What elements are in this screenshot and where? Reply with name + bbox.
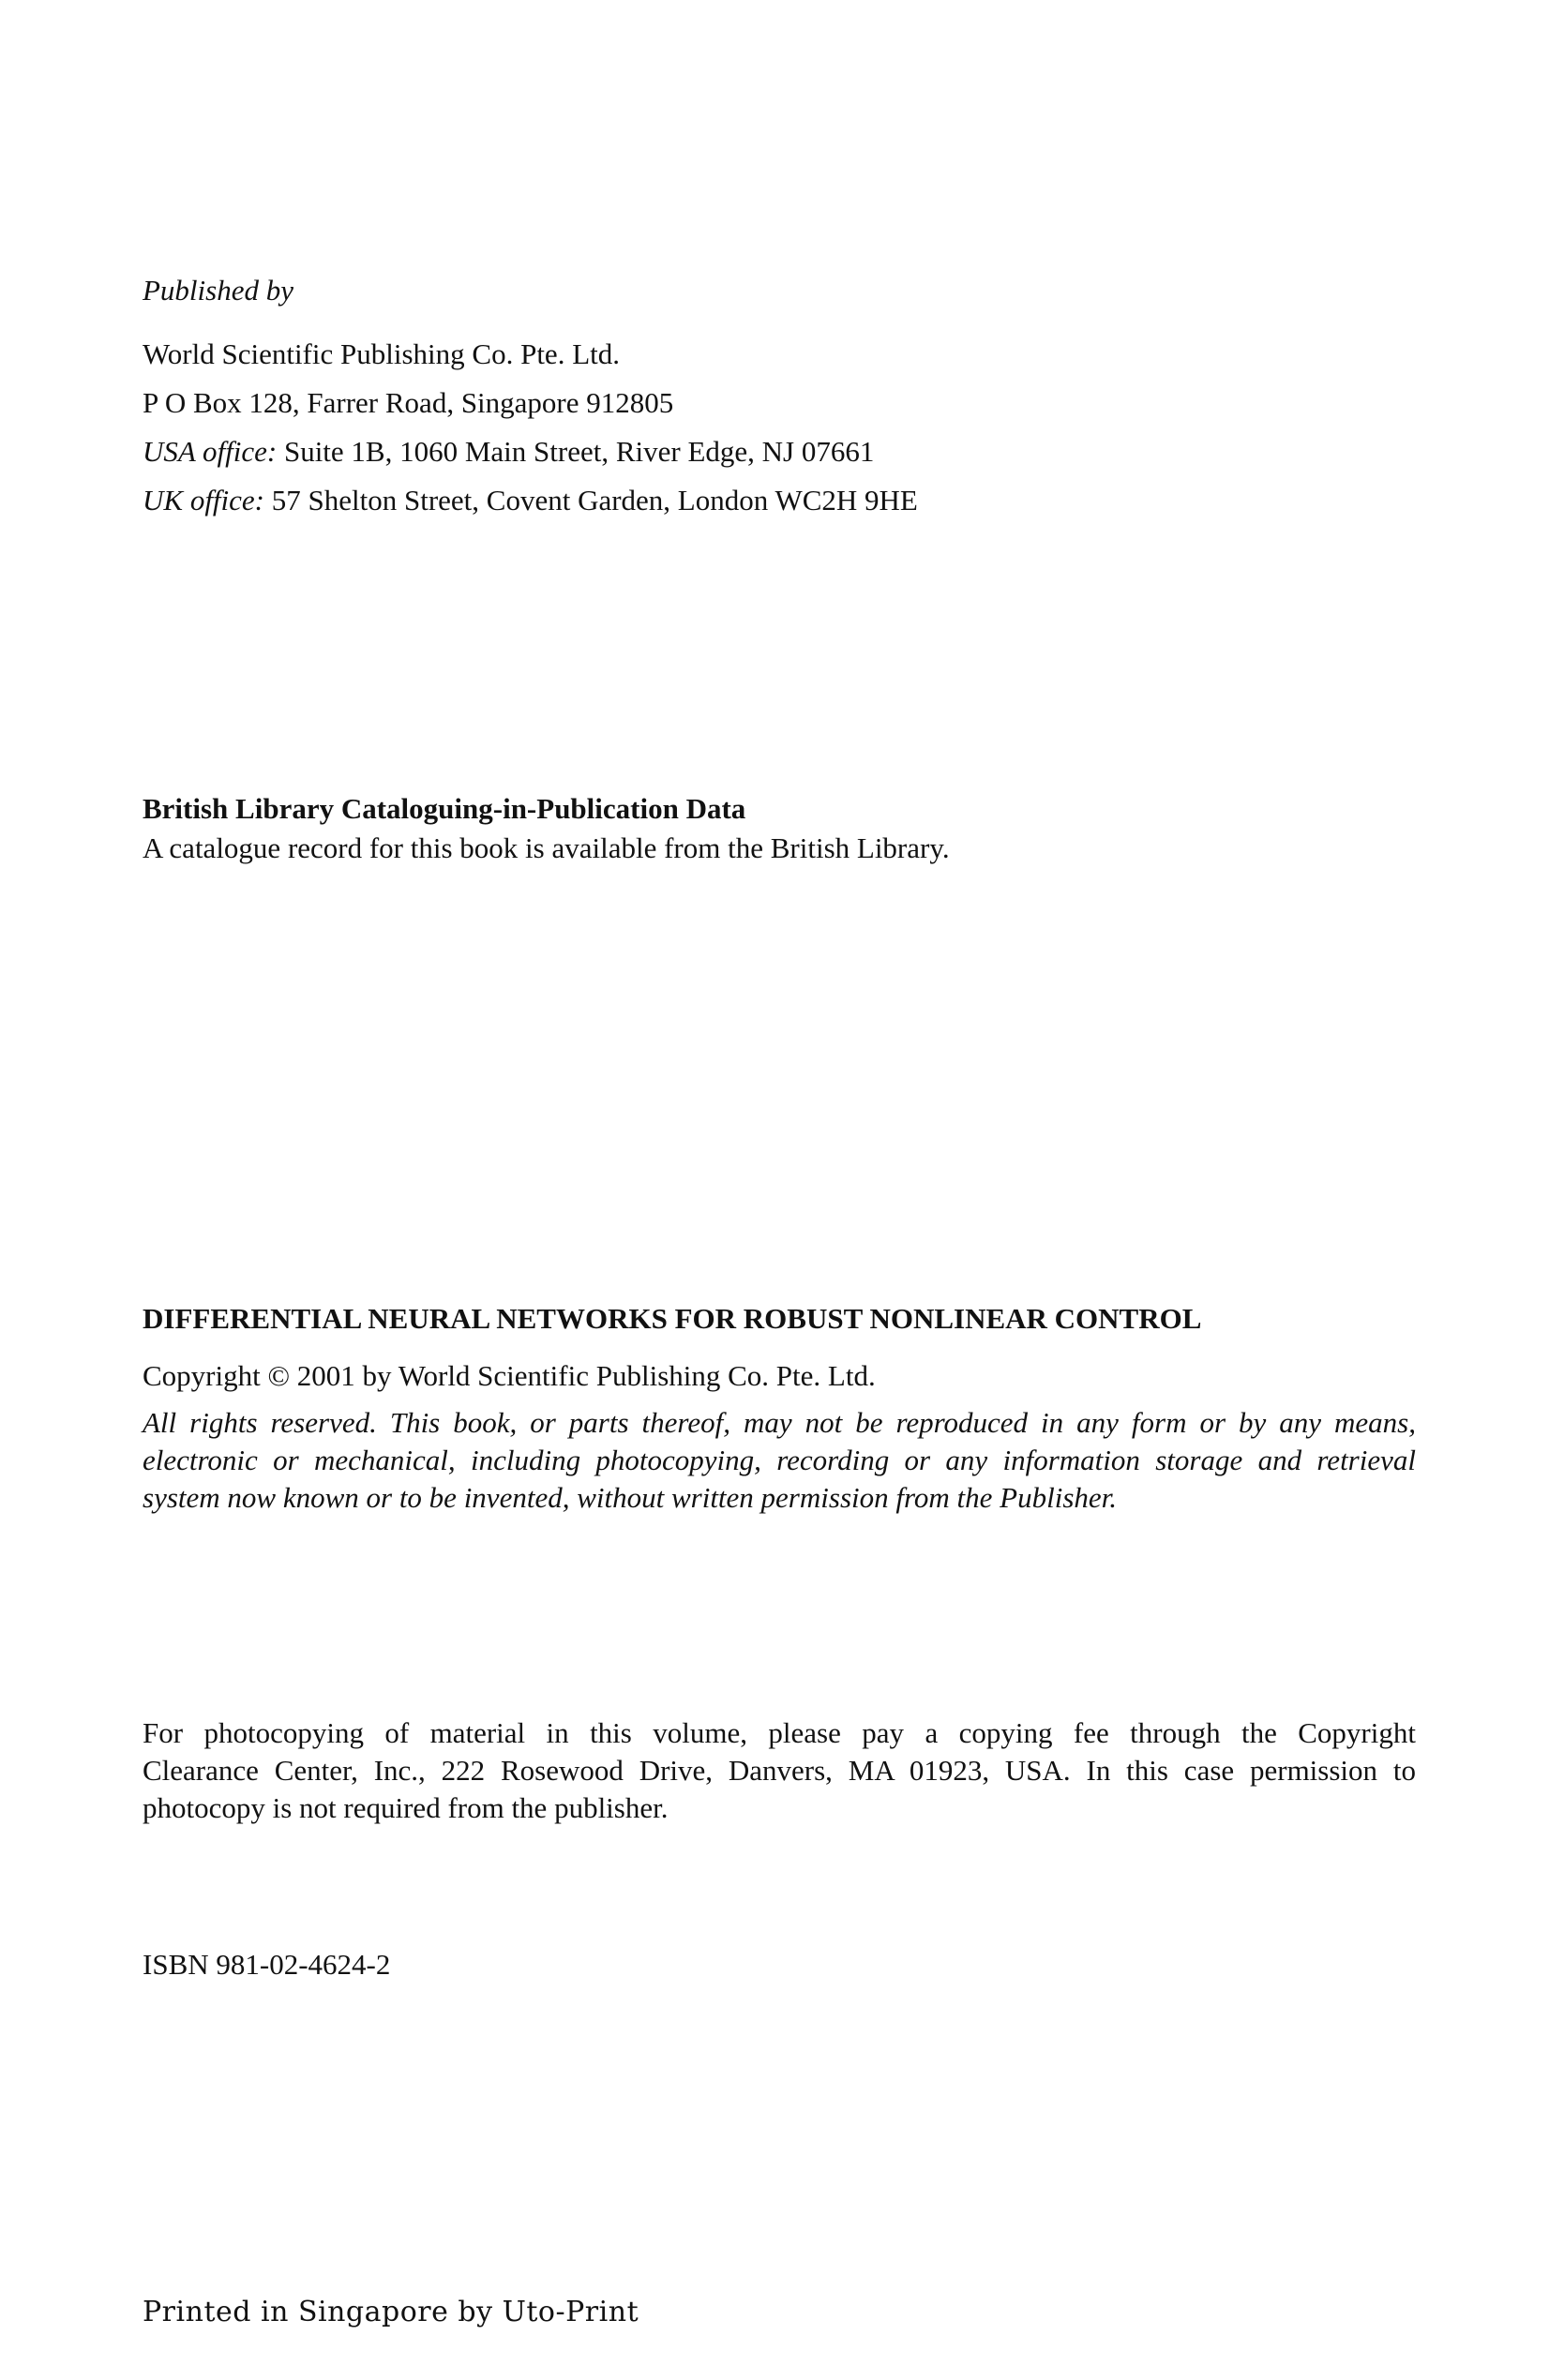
rights-line: system now known or to be invented, without written permission from the Publisher.: [143, 1481, 1118, 1514]
uk-office-address: 57 Shelton Street, Covent Garden, London WC2H 9HE: [271, 484, 918, 516]
photocopying-notice: [143, 1714, 1416, 1827]
uk-office: [143, 482, 918, 519]
book-title: DIFFERENTIAL NEURAL NETWORKS FOR ROBUST NONLINEAR CONTROL: [143, 1302, 1202, 1335]
publisher-address: P O Box 128, Farrer Road, Singapore 912805: [143, 386, 674, 419]
printer-line: Printed in Singapore by Uto-Print: [143, 2296, 639, 2328]
photocopying-line: For photocopying of material in this volume, please pay a copying fee through the Copyright: [143, 1716, 1416, 1749]
rights-statement: [143, 1404, 1416, 1517]
photocopying-line: photocopy is not required from the publisher.: [143, 1791, 669, 1824]
usa-office-label: USA office:: [143, 435, 278, 468]
uk-office-label: UK office:: [143, 484, 264, 516]
publisher-name: World Scientific Publishing Co. Pte. Ltd.: [143, 337, 620, 370]
rights-line: electronic or mechanical, including photocopying, recording or any information storage and retrieval: [143, 1444, 1416, 1476]
usa-office-address: Suite 1B, 1060 Main Street, River Edge, NJ 07661: [283, 435, 875, 468]
usa-office: [143, 433, 874, 471]
rights-line: All rights reserved. This book, or parts thereof, may not be reproduced in any form or by any means,: [143, 1406, 1416, 1439]
photocopying-line: Clearance Center, Inc., 222 Rosewood Drive, Danvers, MA 01923, USA. In this case permission to: [143, 1754, 1416, 1787]
cataloguing-text: A catalogue record for this book is available from the British Library.: [143, 831, 950, 864]
copyright-notice: Copyright © 2001 by World Scientific Publishing Co. Pte. Ltd.: [143, 1359, 876, 1392]
cataloguing-heading: British Library Cataloguing-in-Publication Data: [143, 792, 746, 825]
published-by-label: Published by: [143, 274, 293, 307]
isbn: ISBN 981-02-4624-2: [143, 1948, 391, 1981]
